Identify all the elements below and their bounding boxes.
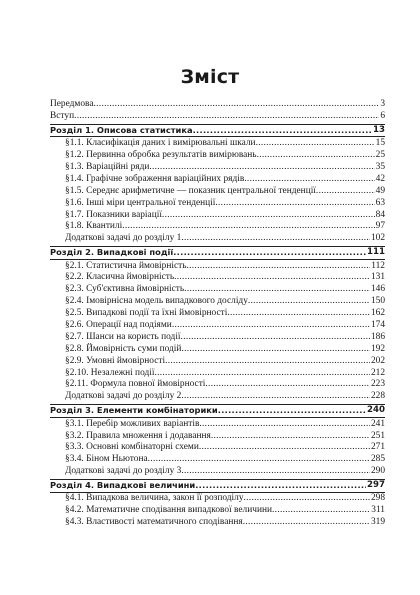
toc-entry-row[interactable] <box>50 505 385 517</box>
toc-leader-dots <box>227 308 370 320</box>
toc-leader-dots <box>181 233 370 245</box>
toc-entry-row[interactable] <box>50 344 385 356</box>
toc-entry-title: Розділ 2. Випадкові події <box>50 247 174 258</box>
toc-leader-dots <box>218 405 366 416</box>
toc-page-number: 6 <box>380 110 385 121</box>
toc-entry-title: §2.10. Незалежні події <box>65 367 155 378</box>
toc-page-number: 251 <box>370 430 385 441</box>
toc-entry-row[interactable] <box>50 162 385 174</box>
toc-entry-row[interactable] <box>50 198 385 210</box>
toc-entry-title: Розділ 4. Випадкові величини <box>50 480 196 491</box>
toc-entry-row[interactable] <box>50 99 385 111</box>
toc-entry-row[interactable] <box>50 261 385 273</box>
toc-entry-row[interactable] <box>50 210 385 222</box>
toc-page-number: 192 <box>370 343 385 354</box>
toc-entry-title: §1.4. Графічне зображення варіаційних рядів <box>65 173 245 184</box>
toc-entry-title: §2.9. Умовні ймовірності <box>65 355 166 366</box>
toc-page-number: 84 <box>375 209 385 220</box>
toc-page-number: 3 <box>380 98 385 109</box>
toc-page-number: 111 <box>367 247 385 258</box>
toc-leader-dots <box>181 391 370 403</box>
toc-entry-title: §2.3. Суб'єктивна ймовірність <box>65 284 185 295</box>
toc-leader-dots <box>256 138 375 150</box>
toc-page-number: 13 <box>373 124 385 135</box>
toc-entry-row[interactable] <box>50 138 385 150</box>
toc-entry-title: Додаткові задачі до розділу 3 <box>65 466 182 477</box>
toc-entry-row[interactable] <box>50 296 385 308</box>
toc-leader-dots <box>272 505 370 517</box>
toc-entry-title: §1.7. Показники варіації <box>65 209 162 220</box>
toc-page-number: 311 <box>371 505 385 516</box>
toc-section-row[interactable] <box>50 404 385 417</box>
toc-entry-title: §1.1. Класифікація даних і вимірювальні шкали <box>65 138 256 149</box>
table-of-contents <box>50 99 385 529</box>
toc-page-number: 240 <box>367 405 385 416</box>
toc-leader-dots <box>215 198 374 210</box>
toc-section-row[interactable] <box>50 479 385 492</box>
toc-page-number: 174 <box>370 320 385 331</box>
toc-entry-title: §3.1. Перебір можливих варіантів <box>65 418 200 429</box>
toc-leader-dots <box>257 150 375 162</box>
toc-page-number: 202 <box>370 355 385 366</box>
toc-leader-dots <box>181 344 370 356</box>
page-title: Зміст <box>180 66 240 88</box>
toc-leader-dots <box>193 125 372 136</box>
toc-entry-title: §4.3. Властивості математичного сподівання <box>65 517 243 528</box>
toc-entry-row[interactable] <box>50 368 385 380</box>
toc-leader-dots <box>149 162 374 174</box>
toc-entry-row[interactable] <box>50 150 385 162</box>
toc-entry-title: §2.4. Імовірнісна модель випадкового досліду <box>65 296 248 307</box>
toc-leader-dots <box>165 356 370 368</box>
toc-leader-dots <box>184 284 370 296</box>
toc-page-number: 97 <box>375 221 385 232</box>
toc-entry-row[interactable] <box>50 272 385 284</box>
toc-entry-title: §2.8. Ймовірність суми подій <box>65 343 182 354</box>
toc-leader-dots <box>244 493 370 505</box>
toc-page-number: 162 <box>370 308 385 319</box>
toc-page-number: 49 <box>375 185 385 196</box>
toc-page-number: 241 <box>370 418 385 429</box>
toc-entry-row[interactable] <box>50 356 385 368</box>
toc-leader-dots <box>199 419 370 431</box>
toc-entry-row[interactable] <box>50 431 385 443</box>
toc-entry-row[interactable] <box>50 466 385 478</box>
toc-entry-row[interactable] <box>50 454 385 466</box>
toc-leader-dots <box>173 247 366 258</box>
toc-page-number: 35 <box>375 161 385 172</box>
toc-page-number: 63 <box>375 197 385 208</box>
toc-entry-title: §2.1. Статистична ймовірність <box>65 260 187 271</box>
toc-entry-row[interactable] <box>50 284 385 296</box>
toc-entry-row[interactable] <box>50 111 385 123</box>
toc-page-number: 42 <box>375 173 385 184</box>
toc-entry-title: §3.3. Основні комбінаторні схеми <box>65 442 199 453</box>
toc-page-number: 112 <box>371 260 385 271</box>
toc-page-number: 102 <box>370 233 385 244</box>
toc-leader-dots <box>205 379 370 391</box>
toc-leader-dots <box>154 368 369 380</box>
toc-entry-row[interactable] <box>50 517 385 529</box>
toc-leader-dots <box>74 111 379 123</box>
toc-page-number: 131 <box>370 272 385 283</box>
toc-entry-row[interactable] <box>50 320 385 332</box>
toc-leader-dots <box>181 466 370 478</box>
toc-entry-title: Розділ 1. Описова статистика <box>50 124 193 135</box>
toc-page-number: 15 <box>375 138 385 149</box>
toc-leader-dots <box>148 454 370 466</box>
toc-leader-dots <box>199 442 370 454</box>
toc-entry-row[interactable] <box>50 174 385 186</box>
toc-section-row[interactable] <box>50 246 385 259</box>
toc-entry-title: §1.2. Первинна обробка результатів вимірювань <box>65 150 257 161</box>
toc-leader-dots <box>94 99 380 111</box>
toc-section-row[interactable] <box>50 124 385 137</box>
toc-leader-dots <box>122 221 374 233</box>
toc-leader-dots <box>162 210 375 222</box>
toc-leader-dots <box>181 332 370 344</box>
toc-page-number: 298 <box>370 493 385 504</box>
toc-leader-dots <box>248 296 370 308</box>
toc-entry-title: §2.7. Шанси на користь події <box>65 331 181 342</box>
toc-entry-row[interactable] <box>50 221 385 233</box>
toc-page-number: 285 <box>370 454 385 465</box>
toc-page-number: 297 <box>367 480 385 491</box>
toc-page-number: 25 <box>375 150 385 161</box>
toc-entry-title: Додаткові задачі до розділу 2 <box>65 391 182 402</box>
toc-leader-dots <box>187 261 371 273</box>
toc-entry-title: §1.3. Варіаційні ряди <box>65 161 150 172</box>
toc-entry-row[interactable] <box>50 494 385 506</box>
toc-page-number: 146 <box>370 284 385 295</box>
toc-page-number: 290 <box>370 466 385 477</box>
toc-entry-title: §4.2. Математичне сподівання випадкової величини <box>65 505 273 516</box>
toc-entry-title: Передмова <box>50 98 94 109</box>
toc-entry-title: §1.8. Квантилі <box>65 221 123 232</box>
toc-entry-row[interactable] <box>50 391 385 403</box>
toc-leader-dots <box>244 174 374 186</box>
toc-entry-row[interactable] <box>50 308 385 320</box>
toc-leader-dots <box>211 431 370 443</box>
toc-entry-row[interactable] <box>50 419 385 431</box>
toc-entry-title: §3.2. Правила множення і додавання <box>65 430 211 441</box>
toc-entry-title: §2.11. Формула повної ймовірності <box>65 379 206 390</box>
toc-leader-dots <box>172 320 370 332</box>
toc-entry-row[interactable] <box>50 332 385 344</box>
toc-entry-row[interactable] <box>50 442 385 454</box>
toc-page-number: 212 <box>370 367 385 378</box>
toc-entry-title: Розділ 3. Елементи комбінаторики <box>50 405 218 416</box>
toc-entry-row[interactable] <box>50 233 385 245</box>
toc-page-number: 319 <box>370 517 385 528</box>
toc-page-number: 228 <box>370 391 385 402</box>
toc-entry-title: Додаткові задачі до розділу 1 <box>65 233 182 244</box>
toc-leader-dots <box>243 517 370 529</box>
toc-page-number: 186 <box>370 331 385 342</box>
toc-entry-row[interactable] <box>50 379 385 391</box>
toc-entry-title: §2.6. Операції над подіями <box>65 320 172 331</box>
toc-entry-title: §2.2. Класична ймовірність <box>65 272 175 283</box>
toc-leader-dots <box>174 272 370 284</box>
toc-entry-title: §4.1. Випадкова величина, закон її розподілу <box>65 493 244 504</box>
toc-entry-title: §1.5. Середнє арифметичне — показник центральної тенденції <box>65 185 316 196</box>
toc-entry-title: Вступ <box>50 110 75 121</box>
toc-entry-row[interactable] <box>50 186 385 198</box>
toc-page-number: 223 <box>370 379 385 390</box>
toc-page-number: 150 <box>370 296 385 307</box>
toc-leader-dots <box>316 186 375 198</box>
toc-leader-dots <box>195 480 366 491</box>
toc-entry-title: §3.4. Біном Ньютона <box>65 454 148 465</box>
toc-page-number: 271 <box>370 442 385 453</box>
toc-entry-title: §1.6. Інші міри центральної тенденції <box>65 197 216 208</box>
toc-entry-title: §2.5. Випадкові події та їхні ймовірності <box>65 308 228 319</box>
